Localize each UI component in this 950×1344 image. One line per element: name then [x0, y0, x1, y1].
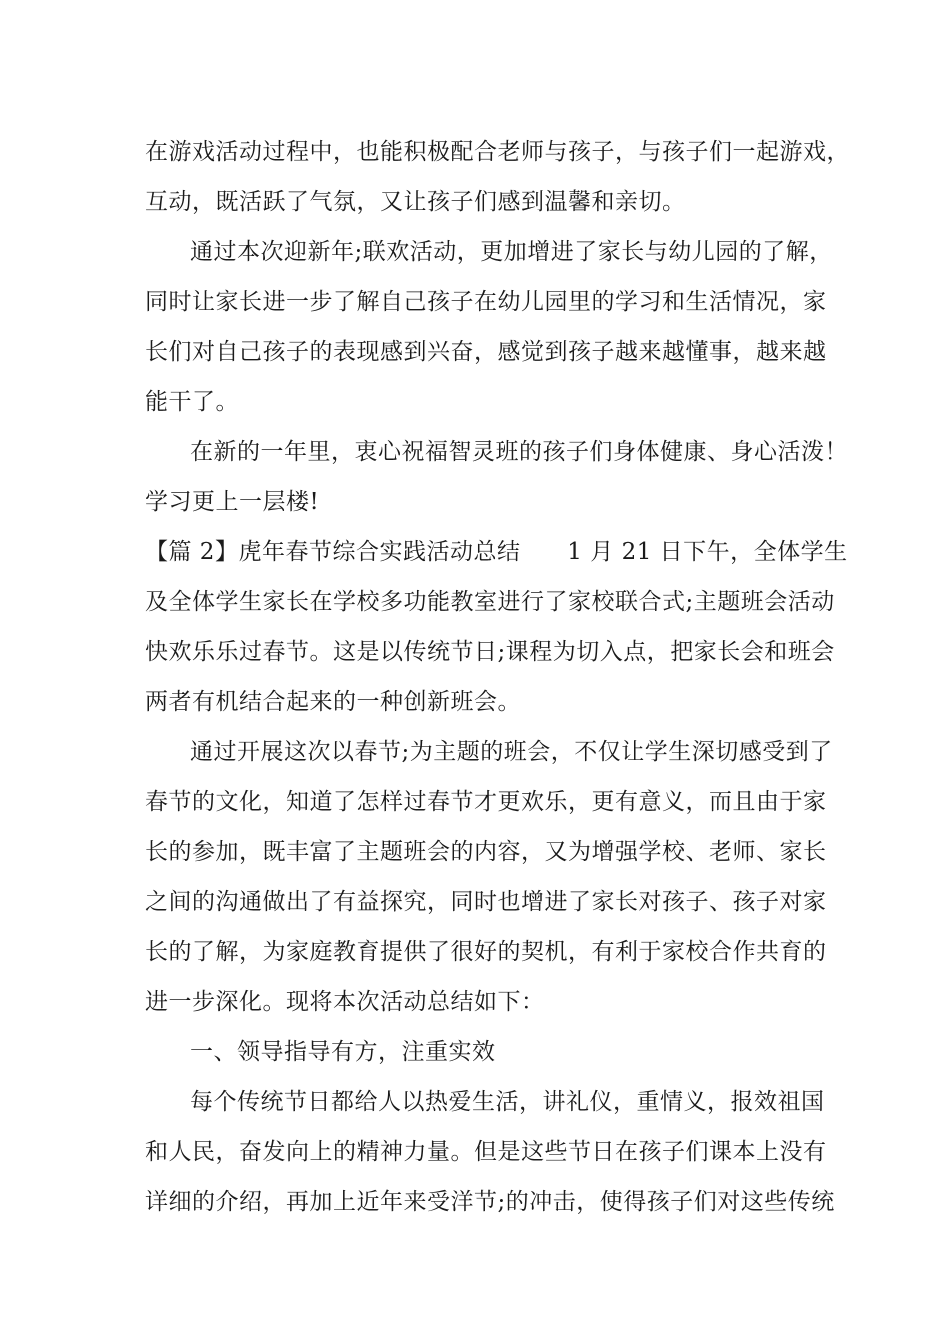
- text-line: 和人民，奋发向上的精神力量。但是这些节日在孩子们课本上没有: [145, 1139, 827, 1165]
- text-line: 长的参加，既丰富了主题班会的内容，又为增强学校、老师、家长: [145, 839, 827, 865]
- text-line: 两者有机结合起来的一种创新班会。: [145, 689, 521, 715]
- paragraph-start: 在新的一年里，衷心祝福智灵班的孩子们身体健康、身心活泼！: [190, 439, 848, 465]
- text-line: 春节的文化，知道了怎样过春节才更欢乐，更有意义，而且由于家: [145, 789, 827, 815]
- text-line: 之间的沟通做出了有益探究，同时也增进了家长对孩子、孩子对家: [145, 889, 827, 915]
- text-line: 同时让家长进一步了解自己孩子在幼儿园里的学习和生活情况，家: [145, 289, 827, 315]
- text-line: 互动，既活跃了气氛，又让孩子们感到温馨和亲切。: [145, 189, 686, 215]
- text-line: 进一步深化。现将本次活动总结如下：: [145, 989, 545, 1015]
- text-line: 详细的介绍，再加上近年来受洋节;的冲击，使得孩子们对这些传统: [145, 1189, 835, 1215]
- text-line: 快欢乐乐过春节。这是以传统节日;课程为切入点，把家长会和班会: [145, 639, 835, 665]
- text-line: 长们对自己孩子的表现感到兴奋，感觉到孩子越来越懂事，越来越: [145, 339, 827, 365]
- paragraph-start: 通过本次迎新年;联欢活动，更加增进了家长与幼儿园的了解，: [190, 239, 833, 265]
- paragraph-start: 每个传统节日都给人以热爱生活，讲礼仪，重情义，报效祖国: [190, 1089, 825, 1115]
- text-line: 在游戏活动过程中，也能积极配合老师与孩子，与孩子们一起游戏，: [145, 139, 850, 165]
- text-line: 能干了。: [145, 389, 239, 415]
- section-heading-line: 【篇 2】虎年春节综合实践活动总结 1 月 21 日下午，全体学生: [145, 539, 848, 565]
- text-line: 学习更上一层楼!: [145, 489, 320, 515]
- text-line: 长的了解，为家庭教育提供了很好的契机，有利于家校合作共育的: [145, 939, 827, 965]
- paragraph-start: 通过开展这次以春节;为主题的班会，不仅让学生深切感受到了: [190, 739, 833, 765]
- subheading: 一、领导指导有方，注重实效: [190, 1039, 496, 1065]
- text-line: 及全体学生家长在学校多功能教室进行了家校联合式;主题班会活动: [145, 589, 835, 615]
